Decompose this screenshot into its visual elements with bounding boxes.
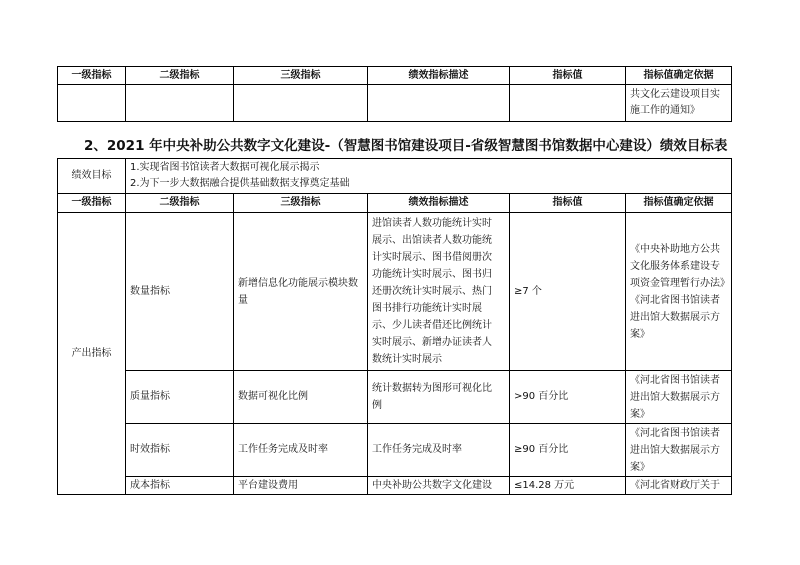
- description-cell: 统计数据转为图形可视化比 例: [368, 371, 510, 424]
- description-cell: 工作任务完成及时率: [368, 424, 510, 477]
- level3-cell: 数据可视化比例: [234, 371, 368, 424]
- value-cell: ≥90 百分比: [510, 424, 626, 477]
- goal-content: 1.实现省图书馆读者大数据可视化展示揭示 2.为下一步大数据融合提供基础数据支撑奠定基础: [126, 159, 732, 194]
- header-row: [58, 67, 732, 85]
- header-level3: 三级指标: [234, 67, 368, 85]
- value-cell: ≤14.28 万元: [510, 477, 626, 495]
- header-basis: 指标值确定依据: [626, 67, 732, 85]
- description-cell: 中央补助公共数字文化建设: [368, 477, 510, 495]
- goal-label: 绩效目标: [58, 159, 126, 194]
- table-row: [58, 85, 732, 122]
- basis-cell: 《河北省财政厅关于: [626, 477, 732, 495]
- section-heading: 2、2021 年中央补助公共数字文化建设-（智慧图书馆建设项目-省级智慧图书馆数据中心建设）绩效目标表: [84, 138, 728, 154]
- header-level1: 一级指标: [58, 67, 126, 85]
- basis-cell: 共文化云建设项目实 施工作的通知》: [626, 85, 732, 122]
- header-basis: 指标值确定依据: [626, 194, 732, 213]
- description-cell: 进馆读者人数功能统计实时 展示、出馆读者人数功能统 计实时展示、图书借阅册次 功能统计实时展示、图书归 还册次统计实时展示、热门 图书排行功能统计实时展 示、少儿读者借还比例统计 实时展示、新增办证读者人 数统计实时展示: [368, 213, 510, 371]
- performance-goal-table: [57, 158, 732, 495]
- level2-cell: 时效指标: [126, 424, 234, 477]
- level3-cell: 平台建设费用: [234, 477, 368, 495]
- table-row: [58, 213, 732, 371]
- header-value: 指标值: [510, 194, 626, 213]
- value-cell: ≥7 个: [510, 213, 626, 371]
- basis-cell: 《河北省图书馆读者 进出馆大数据展示方 案》: [626, 371, 732, 424]
- level2-cell: 质量指标: [126, 371, 234, 424]
- basis-cell: 《河北省图书馆读者 进出馆大数据展示方 案》: [626, 424, 732, 477]
- table-row: [58, 371, 732, 424]
- level3-cell: 新增信息化功能展示模块数 量: [234, 213, 368, 371]
- level3-cell: 工作任务完成及时率: [234, 424, 368, 477]
- header-description: 绩效指标描述: [368, 67, 510, 85]
- continued-table: [57, 66, 732, 122]
- header-row: [58, 194, 732, 213]
- level2-cell: 成本指标: [126, 477, 234, 495]
- level1-cell: 产出指标: [58, 213, 126, 495]
- header-description: 绩效指标描述: [368, 194, 510, 213]
- header-level2: 二级指标: [126, 67, 234, 85]
- table-row: [58, 424, 732, 477]
- table-row: [58, 477, 732, 495]
- value-cell: >90 百分比: [510, 371, 626, 424]
- level2-cell: 数量指标: [126, 213, 234, 371]
- goal-row: [58, 159, 732, 194]
- header-level2: 二级指标: [126, 194, 234, 213]
- basis-cell: 《中央补助地方公共 文化服务体系建设专 项资金管理暂行办法》 《河北省图书馆读者 进出馆大数据展示方 案》: [626, 213, 732, 371]
- header-value: 指标值: [510, 67, 626, 85]
- header-level1: 一级指标: [58, 194, 126, 213]
- header-level3: 三级指标: [234, 194, 368, 213]
